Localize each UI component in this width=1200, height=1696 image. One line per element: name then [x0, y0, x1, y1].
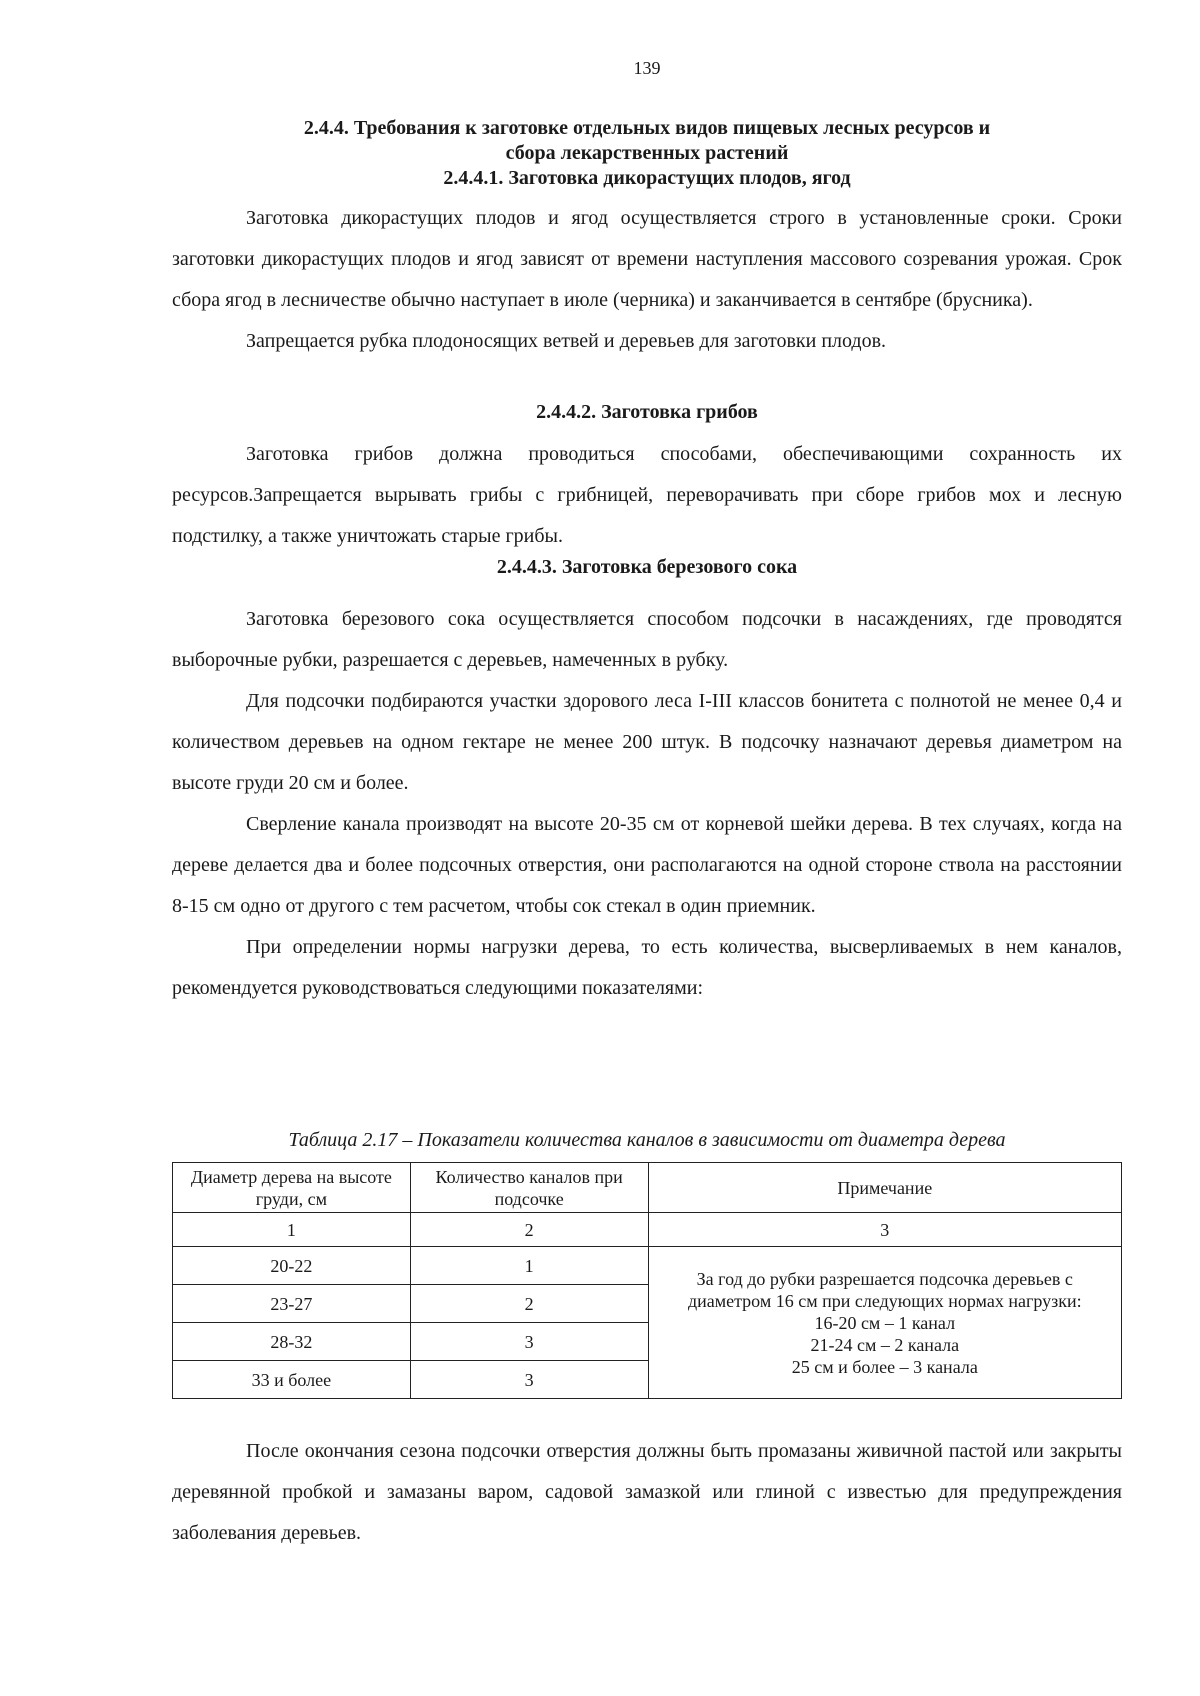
- cell-channels: 2: [410, 1285, 648, 1323]
- heading-line-1: 2.4.4. Требования к заготовке отдельных видов пищевых лесных ресурсов и: [303, 117, 991, 139]
- paragraph-fruits-terms: Заготовка дикорастущих плодов и ягод осуществляется строго в установленные сроки. Сроки заготовки дикорастущих плодов и ягод зависят от времени наступления массового созревания урожая. Срок сбора ягод в лесничестве обычно наступает в июле (черника) и заканчивается в сентябре (брусника).: [172, 207, 1122, 311]
- header-note: Примечание: [648, 1163, 1121, 1213]
- note-line-1: За год до рубки разрешается подсочка деревьев с диаметром 16 см при следующих нормах нагрузки:: [687, 1268, 1082, 1311]
- table-header-row: [173, 1163, 1122, 1213]
- section-fruits: [172, 198, 1122, 362]
- heading-line-2: сбора лекарственных растений: [505, 142, 789, 164]
- paragraph-closing: После окончания сезона подсочки отверстия должны быть промазаны живичной пастой или закрыты деревянной пробкой и замазаны варом, садовой замазкой или глиной с известью для предупреждения заболевания деревьев.: [172, 1440, 1122, 1544]
- table-column-number-row: [173, 1213, 1122, 1247]
- subsection-title-birch-sap: 2.4.4.3. Заготовка березового сока: [496, 556, 798, 578]
- channels-table: [172, 1162, 1122, 1399]
- section-heading: [172, 116, 1122, 191]
- heading-line-3: 2.4.4.1. Заготовка дикорастущих плодов, ягод: [443, 167, 851, 189]
- note-line-2: 16-20 см – 1 канал: [814, 1312, 956, 1333]
- subsection-title-mushrooms: 2.4.4.2. Заготовка грибов: [536, 401, 758, 423]
- header-diameter: Диаметр дерева на высоте груди, см: [173, 1163, 411, 1213]
- cell-channels: 3: [410, 1361, 648, 1399]
- paragraph-sap-drilling: Сверление канала производят на высоте 20-35 см от корневой шейки дерева. В тех случаях, когда на дереве делается два и более подсочных отверстия, они располагаются на одной стороне ствола на расстоянии 8-15 см одно от другого с тем расчетом, чтобы сок стекал в один приемник.: [172, 813, 1122, 917]
- column-number: 2: [410, 1213, 648, 1247]
- paragraph-sap-load-norms: При определении нормы нагрузки дерева, то есть количества, высверливаемых в нем каналов, рекомендуется руководствоваться следующими показателями:: [172, 936, 1122, 999]
- paragraph-fruits-prohibition: Запрещается рубка плодоносящих ветвей и деревьев для заготовки плодов.: [246, 330, 887, 352]
- page-number: 139: [633, 58, 661, 78]
- paragraph-sap-method: Заготовка березового сока осуществляется способом подсочки в насаждениях, где проводятся выборочные рубки, разрешается с деревьев, намеченных в рубку.: [172, 608, 1122, 671]
- note-line-4: 25 см и более – 3 канала: [791, 1356, 978, 1377]
- cell-diameter: 20-22: [173, 1247, 411, 1285]
- section-closing: [172, 1431, 1122, 1554]
- header-channels: Количество каналов при подсочке: [410, 1163, 648, 1213]
- cell-note: [648, 1247, 1121, 1399]
- paragraph-mushrooms: Заготовка грибов должна проводиться способами, обеспечивающими сохранность их ресурсов.Запрещается вырывать грибы с грибницей, переворачивать при сборе грибов мох и лесную подстилку, а также уничтожать старые грибы.: [172, 443, 1122, 547]
- cell-diameter: 28-32: [173, 1323, 411, 1361]
- column-number: 3: [648, 1213, 1121, 1247]
- column-number: 1: [173, 1213, 411, 1247]
- paragraph-sap-site-selection: Для подсочки подбираются участки здорового леса I-III классов бонитета с полнотой не менее 0,4 и количеством деревьев на одном гектаре не менее 200 штук. В подсочку назначают деревья диаметром на высоте груди 20 см и более.: [172, 690, 1122, 794]
- table-row: [173, 1247, 1122, 1285]
- section-mushrooms: [172, 398, 1122, 557]
- section-birch-sap: [172, 553, 1122, 1009]
- cell-channels: 3: [410, 1323, 648, 1361]
- cell-channels: 1: [410, 1247, 648, 1285]
- table-block: [172, 1129, 1122, 1399]
- note-line-3: 21-24 см – 2 канала: [810, 1334, 960, 1355]
- table-caption: Таблица 2.17 – Показатели количества каналов в зависимости от диаметра дерева: [288, 1129, 1006, 1151]
- cell-diameter: 23-27: [173, 1285, 411, 1323]
- cell-diameter: 33 и более: [173, 1361, 411, 1399]
